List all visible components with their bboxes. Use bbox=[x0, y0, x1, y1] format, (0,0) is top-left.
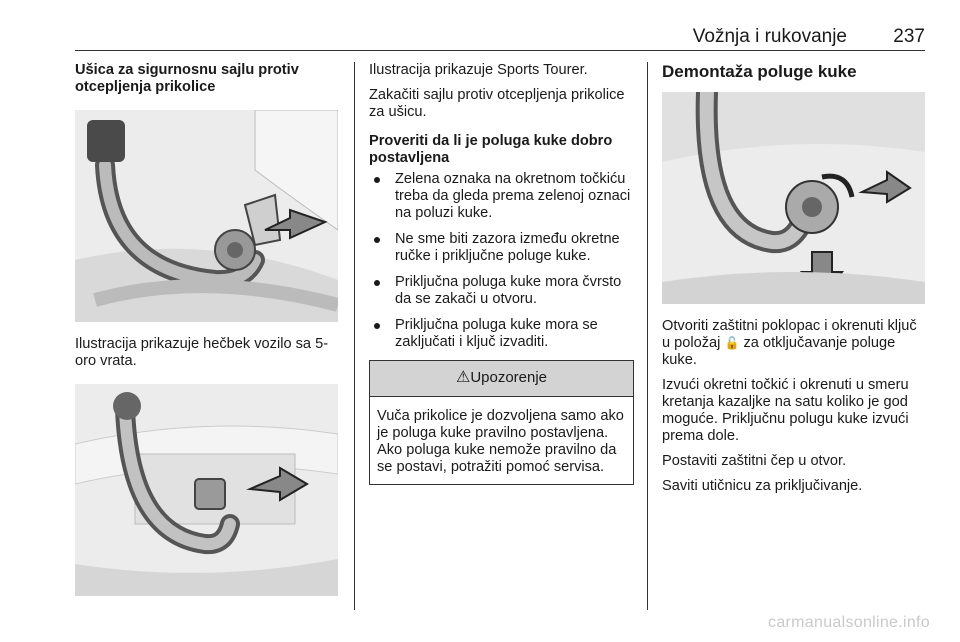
page-number: 237 bbox=[893, 26, 925, 47]
warning-triangle-icon: ⚠ bbox=[455, 369, 471, 386]
watermark: carmanualsonline.info bbox=[768, 614, 930, 631]
paragraph-sports-tourer: Ilustracija prikazuje Sports Tourer. bbox=[369, 62, 588, 78]
caption-hatchback: Ilustracija prikazuje hečbek vozilo sa 5-oro vrata. bbox=[75, 336, 329, 369]
check-heading: Proveriti da li je poluga kuke dobro postavljena bbox=[369, 133, 613, 166]
bullet-icon bbox=[374, 280, 380, 286]
warning-title: Upozorenje bbox=[470, 369, 548, 386]
bullet-icon bbox=[374, 177, 380, 183]
check-list bbox=[369, 171, 634, 351]
column-divider-2 bbox=[647, 62, 648, 610]
column-1 bbox=[75, 62, 340, 596]
section-heading-eyelet: Ušica za sigurnosnu sajlu protiv otcepljenja prikolice bbox=[75, 62, 299, 95]
paragraph-attach-cable: Zakačiti sajlu protiv otcepljenja prikolice za ušicu. bbox=[369, 87, 625, 120]
column-2 bbox=[369, 62, 634, 485]
illustration-hook-removal bbox=[662, 92, 925, 304]
bullet-icon bbox=[374, 323, 380, 329]
paragraph-fold-socket: Saviti utičnicu za priključivanje. bbox=[662, 478, 863, 494]
header-divider bbox=[75, 50, 925, 51]
list-item: Zelena oznaka na okretnom točkiću treba da gleda prema zelenoj oznaci na poluzi kuke. bbox=[369, 171, 634, 222]
section-heading-removal: Demontaža poluge kuke bbox=[662, 62, 857, 81]
column-3 bbox=[662, 62, 927, 503]
paragraph-insert-cap: Postaviti zaštitni čep u otvor. bbox=[662, 453, 847, 469]
unlock-icon: 🔓 bbox=[724, 336, 740, 350]
column-divider-1 bbox=[354, 62, 355, 610]
list-item: Ne sme biti zazora između okretne ručke i priključne poluge kuke. bbox=[369, 231, 634, 265]
list-item: Priključna poluga kuke mora se zaključati i ključ izvaditi. bbox=[369, 317, 634, 351]
warning-text: Vuča prikolice je dozvoljena samo ako je poluga kuke pravilno postavljena. Ako poluga kuke nemože pravilno da se postavi, potražiti pomoć servisa. bbox=[377, 408, 624, 475]
paragraph-pull-wheel: Izvući okretni točkić i okrenuti u smeru kretanja kazaljke na satu koliko je god moguće. Priključnu polugu kuke izvući prema dole. bbox=[662, 377, 909, 444]
warning-box bbox=[369, 360, 634, 485]
page-header bbox=[75, 26, 925, 52]
list-item: Priključna poluga kuke mora čvrsto da se zakači u otvoru. bbox=[369, 274, 634, 308]
warning-header bbox=[370, 361, 633, 397]
paragraph-open-cover: Otvoriti zaštitni poklopac i okrenuti ključ u položaj 🔓 za otključavanje poluge kuke. bbox=[662, 318, 917, 368]
bullet-icon bbox=[374, 237, 380, 243]
section-title: Vožnja i rukovanje bbox=[692, 26, 847, 47]
illustration-sports-tourer-eyelet bbox=[75, 384, 338, 596]
illustration-hatchback-eyelet bbox=[75, 110, 338, 322]
